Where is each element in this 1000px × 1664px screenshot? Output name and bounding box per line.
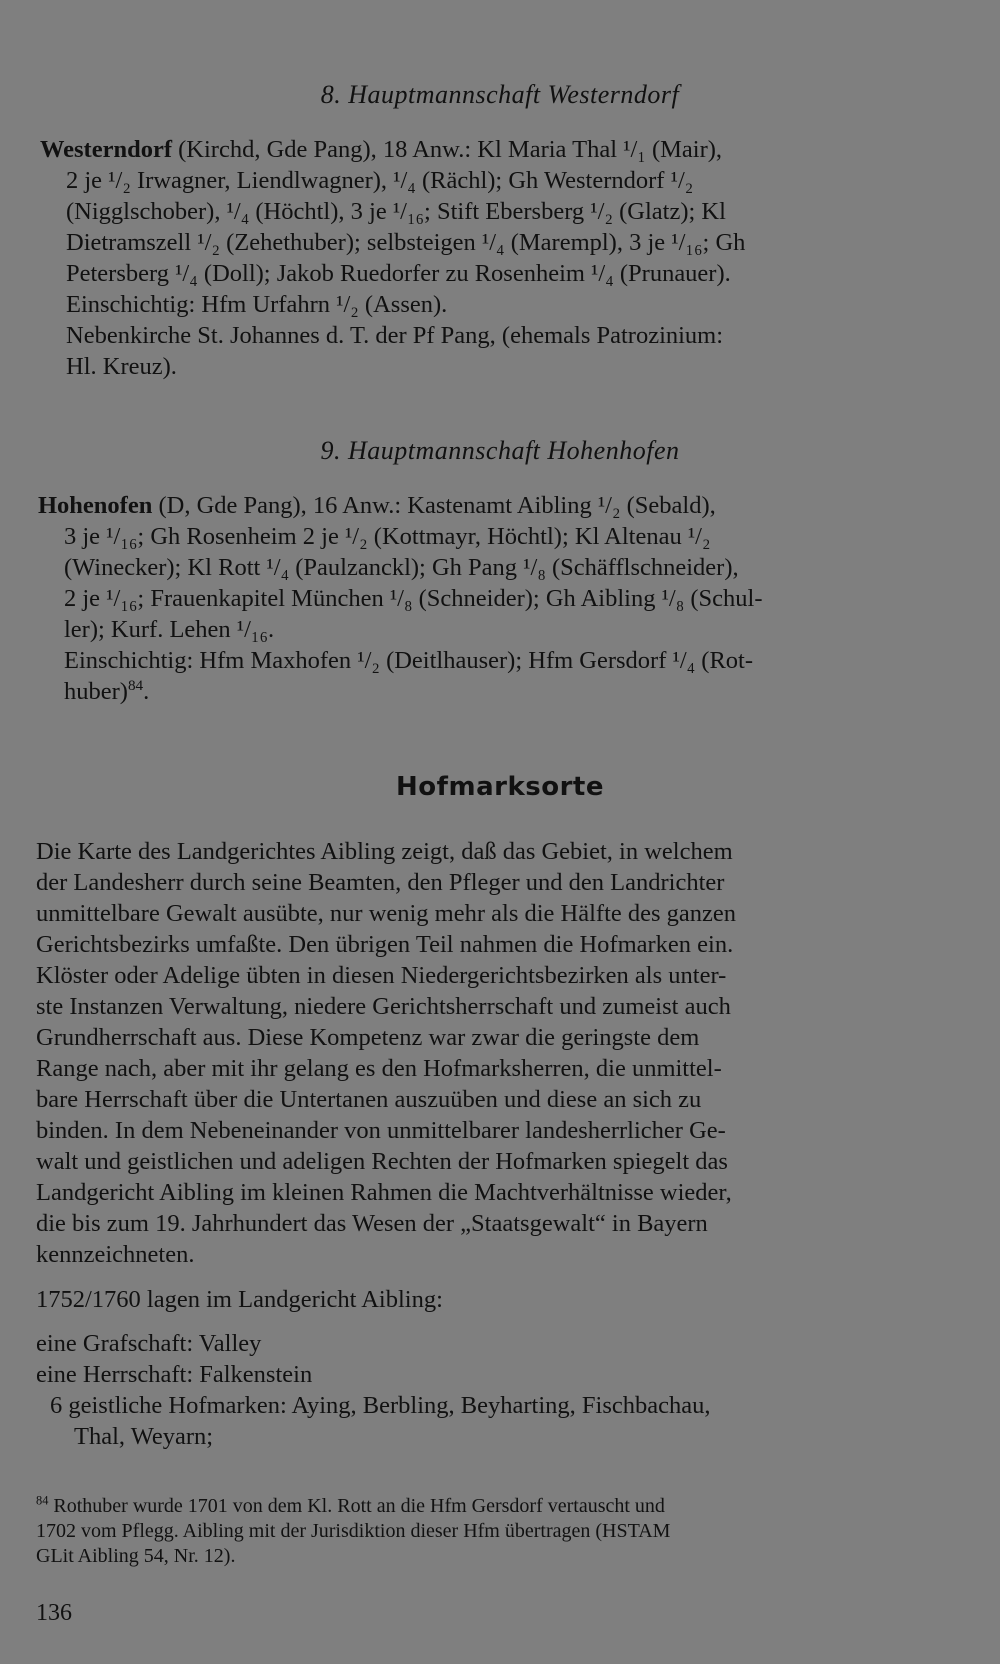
- section-heading-9: 9. Hauptmannschaft Hohenhofen: [320, 436, 680, 465]
- place-name-hohenofen: Hohenofen: [38, 492, 153, 519]
- s8-line6: Einschichtig: Hfm Urfahrn ¹/₂ (Assen).: [66, 291, 448, 318]
- section-title-hofmarksorte: Hofmarksorte: [396, 772, 604, 802]
- s9-line1: (D, Gde Pang), 16 Anw.: Kastenamt Aibling ¹/₂ (Sebald),: [152, 492, 716, 519]
- hofmark-paragraph: [36, 836, 926, 1270]
- s9-line5: ler); Kurf. Lehen ¹/₁₆.: [64, 616, 275, 643]
- hofmark-line-7: Grundherrschaft aus. Diese Kompetenz war zwar die geringste dem: [36, 1024, 700, 1051]
- hofmark-line-12: Landgericht Aibling im kleinen Rahmen die Machtverhältnisse wieder,: [36, 1179, 732, 1206]
- hofmark-line-10: binden. In dem Nebeneinander von unmittelbarer landesherrlicher Ge-: [36, 1117, 726, 1144]
- s9-line6: Einschichtig: Hfm Maxhofen ¹/₂ (Deitlhauser); Hfm Gersdorf ¹/₄ (Rot-: [64, 647, 754, 674]
- s9-line7-end: .: [143, 678, 150, 705]
- s8-line8: Hl. Kreuz).: [66, 353, 177, 380]
- footnote-84: [36, 1494, 920, 1569]
- footnote-line-3: GLit Aibling 54, Nr. 12).: [36, 1545, 236, 1567]
- footnote-line-2: 1702 vom Pflegg. Aibling mit der Jurisdiktion dieser Hfm übertragen (HSTAM: [36, 1520, 671, 1542]
- s8-line7: Nebenkirche St. Johannes d. T. der Pf Pang, (ehemals Patrozinium:: [66, 322, 724, 349]
- list-item-geistliche-l2: Thal, Weyarn;: [74, 1423, 214, 1450]
- s8-line4: Dietramszell ¹/₂ (Zehethuber); selbsteigen ¹/₄ (Marempl), 3 je ¹/₁₆; Gh: [66, 229, 746, 256]
- s8-line3: (Nigglschober), ¹/₄ (Höchtl), 3 je ¹/₁₆; Stift Ebersberg ¹/₂ (Glatz); Kl: [66, 198, 726, 225]
- hofmark-line-8: Range nach, aber mit ihr gelang es den Hofmarksherren, die unmittel-: [36, 1055, 722, 1082]
- hofmark-line-9: bare Herrschaft über die Untertanen auszuüben und diese an sich zu: [36, 1086, 702, 1113]
- s9-line7: huber): [64, 678, 128, 705]
- s9-line3: (Winecker); Kl Rott ¹/₄ (Paulzanckl); Gh Pang ¹/₈ (Schäfflschneider),: [64, 554, 739, 581]
- footnote-line-1: Rothuber wurde 1701 von dem Kl. Rott an die Hfm Gersdorf vertauscht und: [48, 1495, 665, 1517]
- footnote-marker: 84: [36, 1493, 49, 1508]
- s8-line5: Petersberg ¹/₄ (Doll); Jakob Ruedorfer zu Rosenheim ¹/₄ (Prunauer).: [66, 260, 731, 287]
- list-item-herrschaft: eine Herrschaft: Falkenstein: [36, 1361, 313, 1388]
- s8-line1: (Kirchd, Gde Pang), 18 Anw.: Kl Maria Thal ¹/₁ (Mair),: [172, 136, 723, 163]
- page-number: 136: [36, 1600, 72, 1626]
- section-heading-8: 8. Hauptmannschaft Westerndorf: [320, 80, 680, 109]
- hofmark-line-14: kennzeichneten.: [36, 1241, 195, 1268]
- s9-line2: 3 je ¹/₁₆; Gh Rosenheim 2 je ¹/₂ (Kottmayr, Höchtl); Kl Altenau ¹/₂: [64, 523, 711, 550]
- hofmark-line-3: unmittelbare Gewalt ausübte, nur wenig mehr als die Hälfte des ganzen: [36, 900, 737, 927]
- hofmark-line-2: der Landesherr durch seine Beamten, den Pfleger und den Landrichter: [36, 869, 725, 896]
- hofmark-line-5: Klöster oder Adelige übten in diesen Niedergerichtsbezirken als unter-: [36, 962, 727, 989]
- hofmark-line-6: ste Instanzen Verwaltung, niedere Gerichtsherrschaft und zumeist auch: [36, 993, 731, 1020]
- hofmark-line-13: die bis zum 19. Jahrhundert das Wesen der „Staatsgewalt“ in Bayern: [36, 1210, 708, 1237]
- s9-line4: 2 je ¹/₁₆; Frauenkapitel München ¹/₈ (Schneider); Gh Aibling ¹/₈ (Schul-: [64, 585, 763, 612]
- footnote-ref-84[interactable]: 84: [127, 676, 144, 694]
- hofmark-line-1: Die Karte des Landgerichtes Aibling zeigt, daß das Gebiet, in welchem: [36, 838, 733, 865]
- section-9-text: [38, 490, 928, 707]
- list-item-grafschaft: eine Grafschaft: Valley: [36, 1330, 262, 1357]
- s8-line2: 2 je ¹/₂ Irwagner, Liendlwagner), ¹/₄ (Rächl); Gh Westerndorf ¹/₂: [66, 167, 694, 194]
- list-item-geistliche-l1: 6 geistliche Hofmarken: Aying, Berbling, Beyharting, Fischbachau,: [50, 1392, 711, 1419]
- section-8-text: [40, 134, 930, 382]
- hofmark-line-11: walt und geistlichen und adeligen Rechten der Hofmarken spiegelt das: [36, 1148, 728, 1175]
- place-name-westerndorf: Westerndorf: [40, 136, 172, 163]
- hofmark-line-4: Gerichtsbezirks umfaßte. Den übrigen Teil nahmen die Hofmarken ein.: [36, 931, 734, 958]
- hofmark-intro: 1752/1760 lagen im Landgericht Aibling:: [36, 1286, 443, 1313]
- hofmark-list: [36, 1328, 926, 1452]
